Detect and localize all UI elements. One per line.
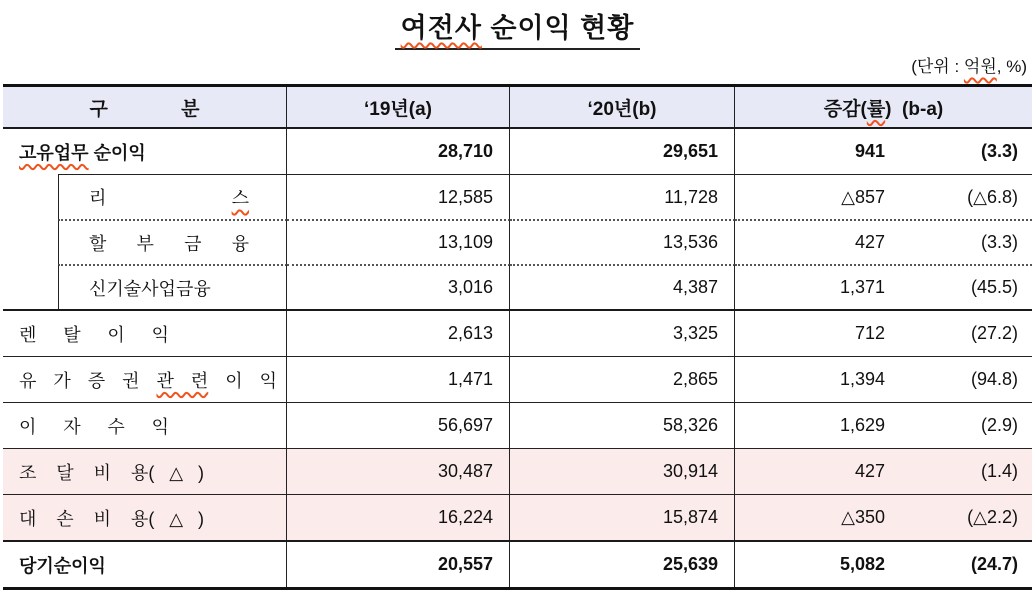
value-2019: 12,585 xyxy=(287,174,510,219)
value-change-rate: (△6.8) xyxy=(967,186,1018,207)
value-change-cell xyxy=(735,357,1032,402)
row-label: 당기순이익 xyxy=(3,542,287,587)
row-label: 렌 탈 이 익 xyxy=(3,311,287,356)
row-label: 조 달 비 용(△) xyxy=(3,449,287,494)
value-2019: 1,471 xyxy=(287,357,510,402)
row-label: 할 부 금 융 xyxy=(58,219,287,264)
value-change-cell xyxy=(735,403,1032,448)
indent-spacer xyxy=(3,219,58,264)
row-label: 고유업무 순이익 xyxy=(3,129,287,174)
row-label: 대 손 비 용(△) xyxy=(3,495,287,540)
value-2019: 28,710 xyxy=(287,129,510,174)
header-category: 구 분 xyxy=(3,87,287,127)
value-change: 5,082 xyxy=(839,554,885,574)
table-row-installment-finance xyxy=(3,219,1032,264)
net-income-table xyxy=(3,84,1032,590)
value-change-cell xyxy=(735,495,1032,540)
value-2020: 30,914 xyxy=(510,449,735,494)
value-change-cell xyxy=(735,219,1032,264)
value-2020: 15,874 xyxy=(510,495,735,540)
page xyxy=(0,6,1035,590)
value-change-rate: (1.4) xyxy=(980,461,1018,481)
value-2020: 13,536 xyxy=(510,219,735,264)
row-label: 유 가 증 권 관 련 이 익 xyxy=(3,357,287,402)
value-2020: 29,651 xyxy=(510,129,735,174)
title-row xyxy=(0,6,1035,48)
value-change-cell xyxy=(735,174,1032,219)
value-2019: 20,557 xyxy=(287,542,510,587)
value-change-rate: (27.2) xyxy=(970,323,1018,343)
value-change-cell xyxy=(735,311,1032,356)
table-row-rental-income xyxy=(3,309,1032,356)
value-change-rate: (45.5) xyxy=(970,277,1018,297)
header-2019: ‘19년(a) xyxy=(287,87,510,127)
value-change-rate: (3.3) xyxy=(980,232,1018,252)
value-change: 427 xyxy=(854,461,885,481)
table-row-net-income xyxy=(3,540,1032,587)
value-2020: 11,728 xyxy=(510,174,735,219)
value-change: 941 xyxy=(854,141,885,161)
value-2019: 56,697 xyxy=(287,403,510,448)
indent-spacer xyxy=(3,174,58,219)
table-row-funding-cost xyxy=(3,448,1032,494)
value-2019: 2,613 xyxy=(287,311,510,356)
page-title: 여전사 순이익 현황 xyxy=(395,6,641,50)
value-change: 1,371 xyxy=(839,277,885,297)
value-change: △350 xyxy=(841,507,885,527)
header-2020: ‘20년(b) xyxy=(510,87,735,127)
value-2020: 2,865 xyxy=(510,357,735,402)
indent-spacer xyxy=(3,264,58,309)
value-change: △857 xyxy=(841,186,885,207)
value-change: 427 xyxy=(854,232,885,252)
value-change-rate: (94.8) xyxy=(970,369,1018,389)
table-row-new-tech-finance xyxy=(3,264,1032,309)
row-label: 신기술사업금융 xyxy=(58,264,287,309)
value-change: 712 xyxy=(854,323,885,343)
table-row-lease xyxy=(3,174,1032,219)
value-2019: 13,109 xyxy=(287,219,510,264)
table-row-interest-income xyxy=(3,402,1032,448)
header-change: 증감(률) (b-a) xyxy=(823,98,944,120)
value-2020: 58,326 xyxy=(510,403,735,448)
value-2019: 3,016 xyxy=(287,264,510,309)
row-label: 리 스 xyxy=(58,174,287,219)
value-change-rate: (2.9) xyxy=(980,415,1018,435)
value-change: 1,629 xyxy=(839,415,885,435)
table-header-row xyxy=(3,87,1032,129)
value-2020: 3,325 xyxy=(510,311,735,356)
value-2019: 30,487 xyxy=(287,449,510,494)
value-change-rate: (24.7) xyxy=(970,554,1018,574)
value-2019: 16,224 xyxy=(287,495,510,540)
value-change-cell xyxy=(735,129,1032,174)
unit-label: (단위 : 억원, %) xyxy=(911,57,1027,76)
value-2020: 25,639 xyxy=(510,542,735,587)
value-change-cell xyxy=(735,449,1032,494)
table-row-bad-debt-cost xyxy=(3,494,1032,540)
table-row-core-business xyxy=(3,129,1032,174)
row-label: 이 자 수 익 xyxy=(3,403,287,448)
value-change-cell xyxy=(735,264,1032,309)
value-2020: 4,387 xyxy=(510,264,735,309)
value-change-cell xyxy=(735,542,1032,587)
value-change-rate: (△2.2) xyxy=(967,507,1018,527)
table-row-securities-income xyxy=(3,356,1032,402)
value-change: 1,394 xyxy=(839,369,885,389)
value-change-rate: (3.3) xyxy=(980,141,1018,161)
